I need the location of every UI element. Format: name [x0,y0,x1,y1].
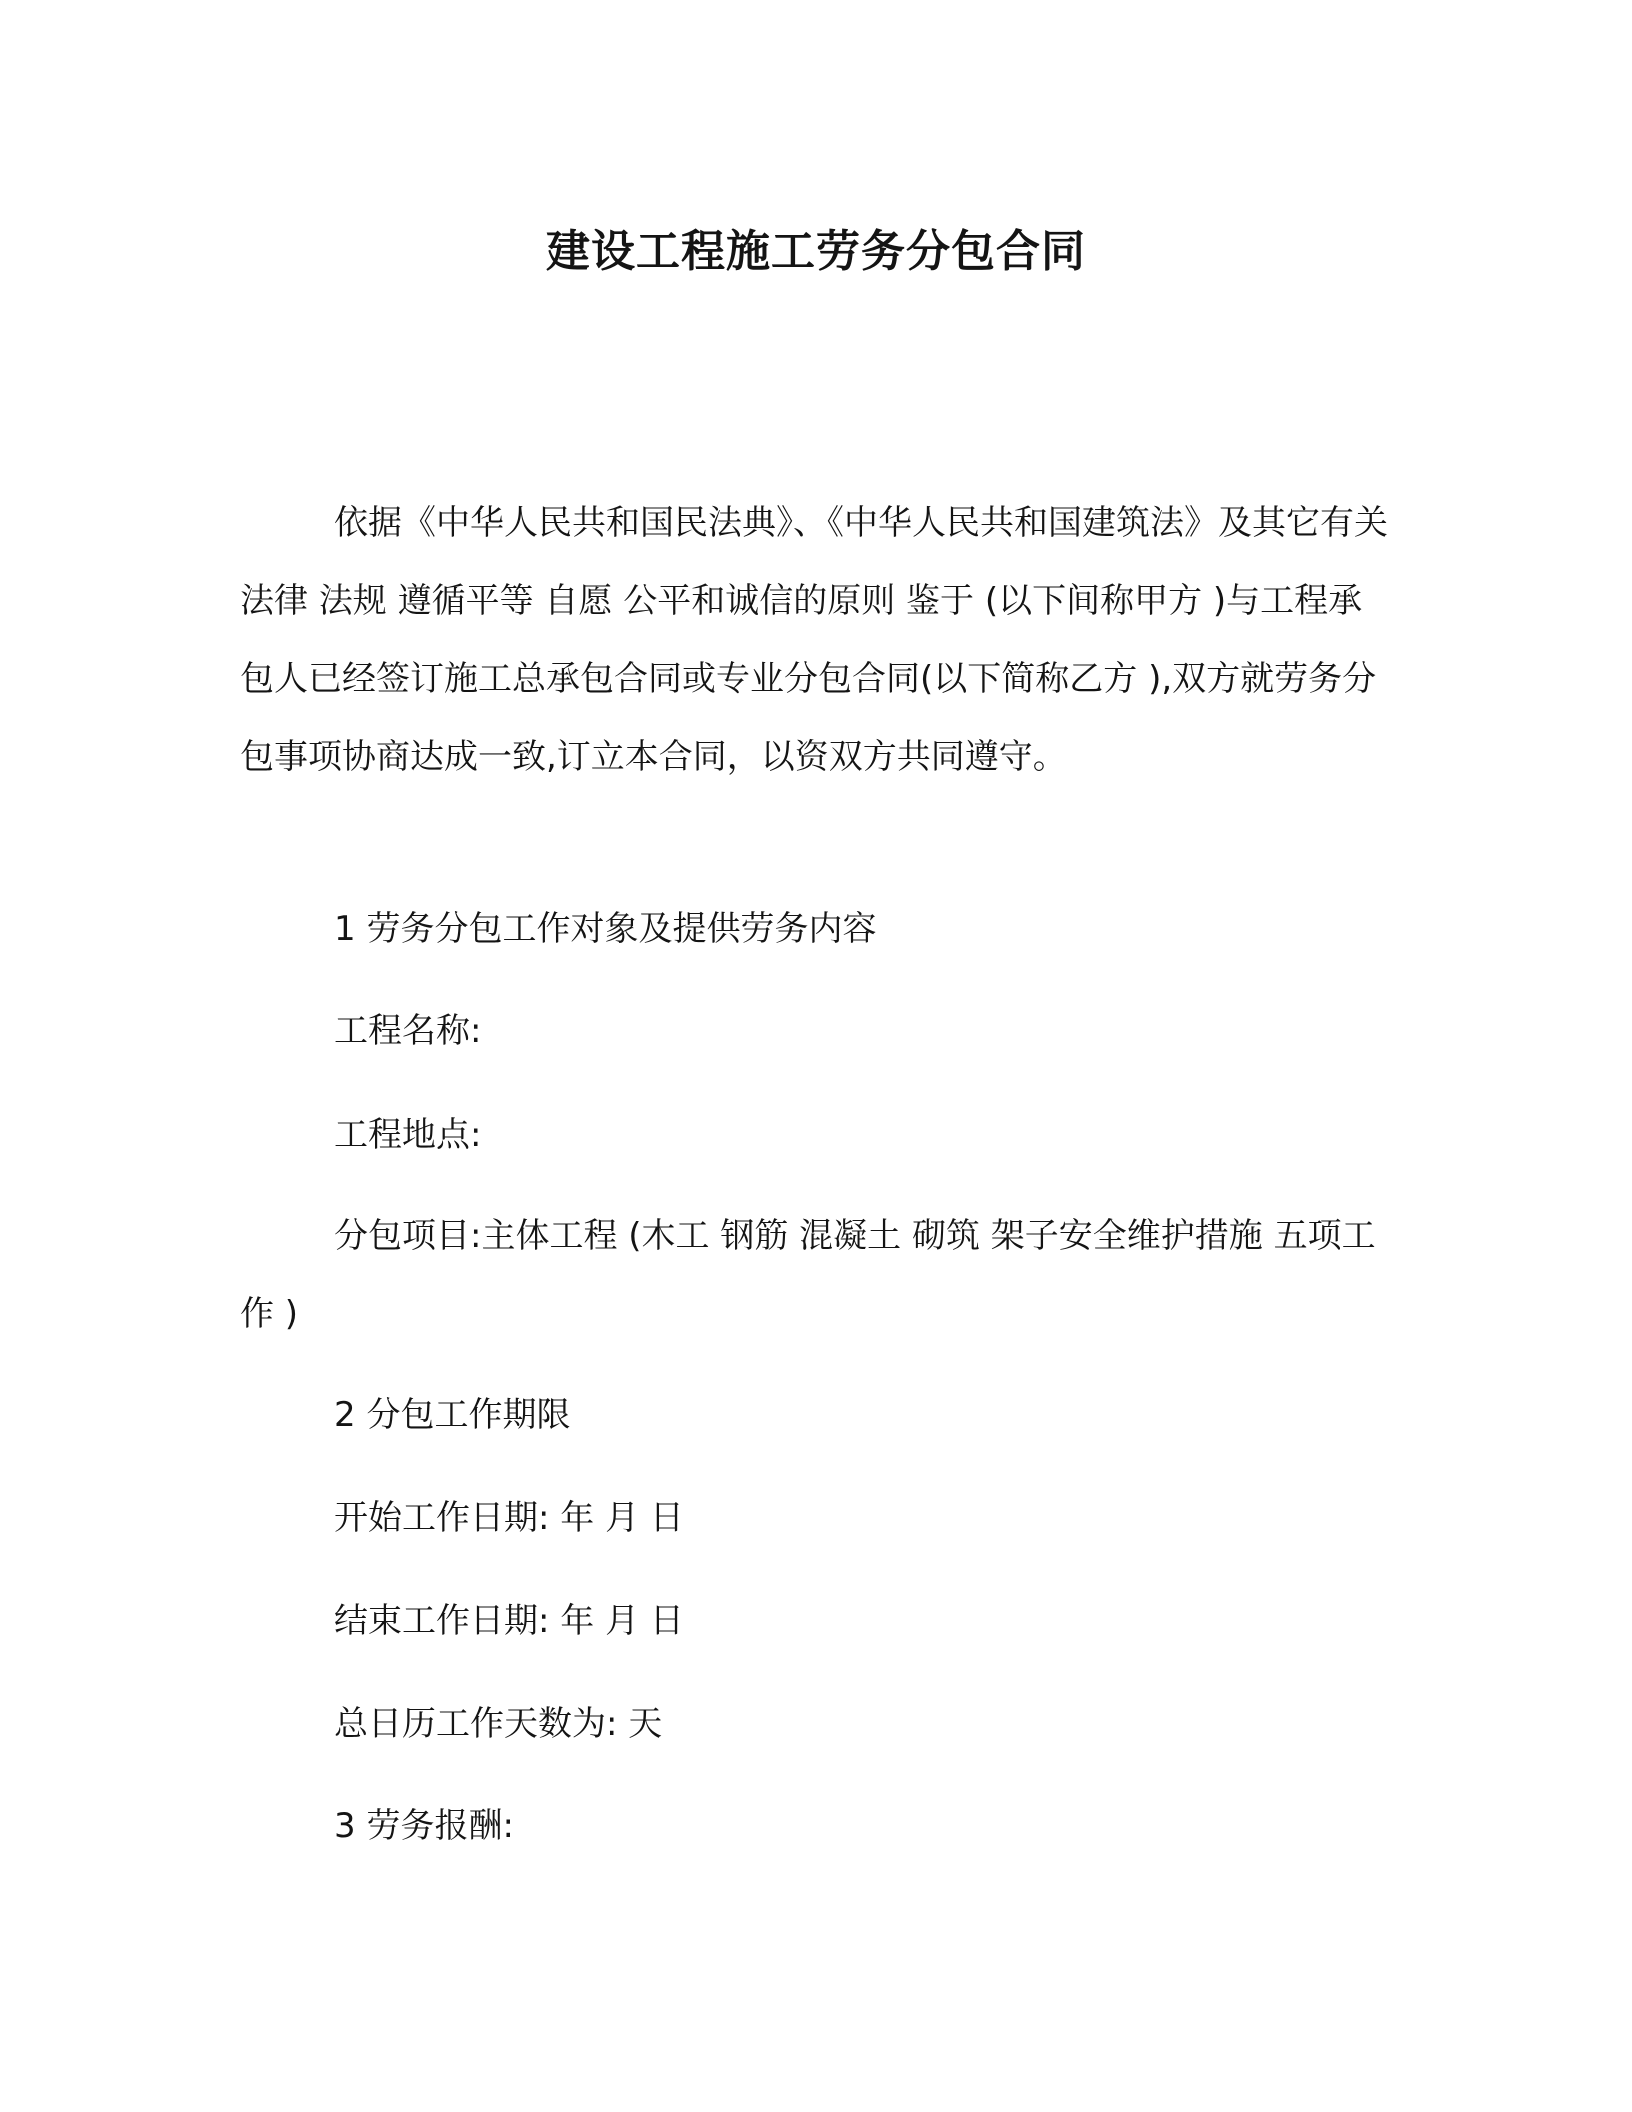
section-1-heading: 1 劳务分包工作对象及提供劳务内容 [334,909,877,949]
document-title: 建设工程施工劳务分包合同 [546,226,1086,277]
end-date-field: 结束工作日期: 年 月 日 [334,1601,684,1641]
project-location-field: 工程地点: [334,1115,482,1155]
total-days-field: 总日历工作天数为: 天 [334,1704,663,1744]
start-date-field: 开始工作日期: 年 月 日 [334,1498,684,1538]
project-name-field: 工程名称: [334,1011,482,1051]
section-2-heading: 2 分包工作期限 [334,1395,571,1435]
intro-paragraph: 依据《中华人民共和国民法典》、《中华人民共和国建筑法》及其它有关法律 法规 遵循平等 自愿 公平和诚信的原则 鉴于 (以下间称甲方 )与工程承包人已经签订施工总承包合同或专业分包合同(以下简称乙方 ),双方就劳务分包事项协商达成一致,订立本合同，以资双方共同遵守。 [240,503,1388,777]
section-3-heading: 3 劳务报酬: [334,1806,514,1846]
subcontract-items-paragraph: 分包项目:主体工程 (木工 钢筋 混凝土 砌筑 架子安全维护措施 五项工作 ) [240,1216,1376,1334]
